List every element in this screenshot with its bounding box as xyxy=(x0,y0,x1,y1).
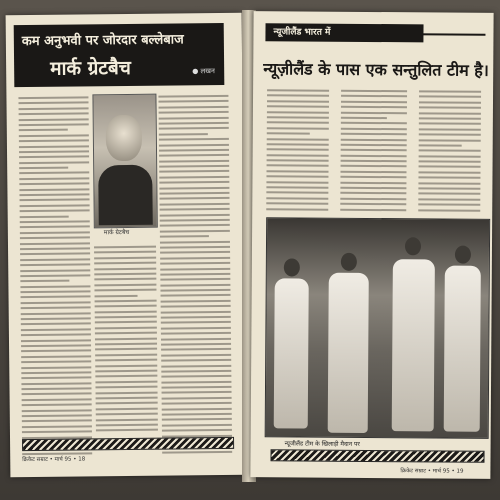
left-text-column-2 xyxy=(94,246,158,435)
right-decorative-border xyxy=(270,449,484,462)
right-text-column-3 xyxy=(418,90,481,214)
left-text-column-1 xyxy=(18,96,92,458)
portrait-shirt xyxy=(98,165,153,226)
portrait-face xyxy=(106,115,142,161)
article-headline: न्यूज़ीलैंड के पास एक सन्तुलित टीम है। xyxy=(263,59,489,80)
player-figure-3 xyxy=(392,259,435,431)
player-figure-2 xyxy=(328,273,369,433)
player-figure-4 xyxy=(444,266,481,432)
cricket-team-photo xyxy=(265,217,491,439)
left-decorative-border xyxy=(22,437,234,451)
team-photo-caption: न्यूजीलैंड टीम के खिलाड़ी मैदान पर xyxy=(284,440,360,448)
byline: ● लखन xyxy=(192,67,215,76)
player-head-2 xyxy=(341,253,357,271)
banner-title: मार्क ग्रेटबैच xyxy=(50,56,131,80)
player-figure-1 xyxy=(274,278,309,428)
right-text-column-1 xyxy=(266,89,329,213)
player-head-1 xyxy=(284,258,300,276)
right-text-column-2 xyxy=(340,90,407,214)
player-head-4 xyxy=(455,246,471,264)
player-head-3 xyxy=(405,237,421,255)
right-page xyxy=(250,11,493,479)
banner-subtitle: कम अनुभवी पर जोरदार बल्लेबाज xyxy=(21,32,184,50)
left-text-column-3 xyxy=(158,95,232,457)
left-page-footer: क्रिकेट सम्राट • मार्च 95 • 18 xyxy=(22,456,86,464)
portrait-caption: मार्क ग्रेटबैच xyxy=(103,228,130,237)
player-portrait-photo xyxy=(92,94,157,229)
article-banner xyxy=(14,23,225,87)
section-rule xyxy=(415,33,485,35)
section-tag: न्यूजीलैंड भारत में xyxy=(265,23,423,42)
left-page xyxy=(6,13,247,477)
right-page-footer: क्रिकेट सम्राट • मार्च 95 • 19 xyxy=(400,468,464,475)
